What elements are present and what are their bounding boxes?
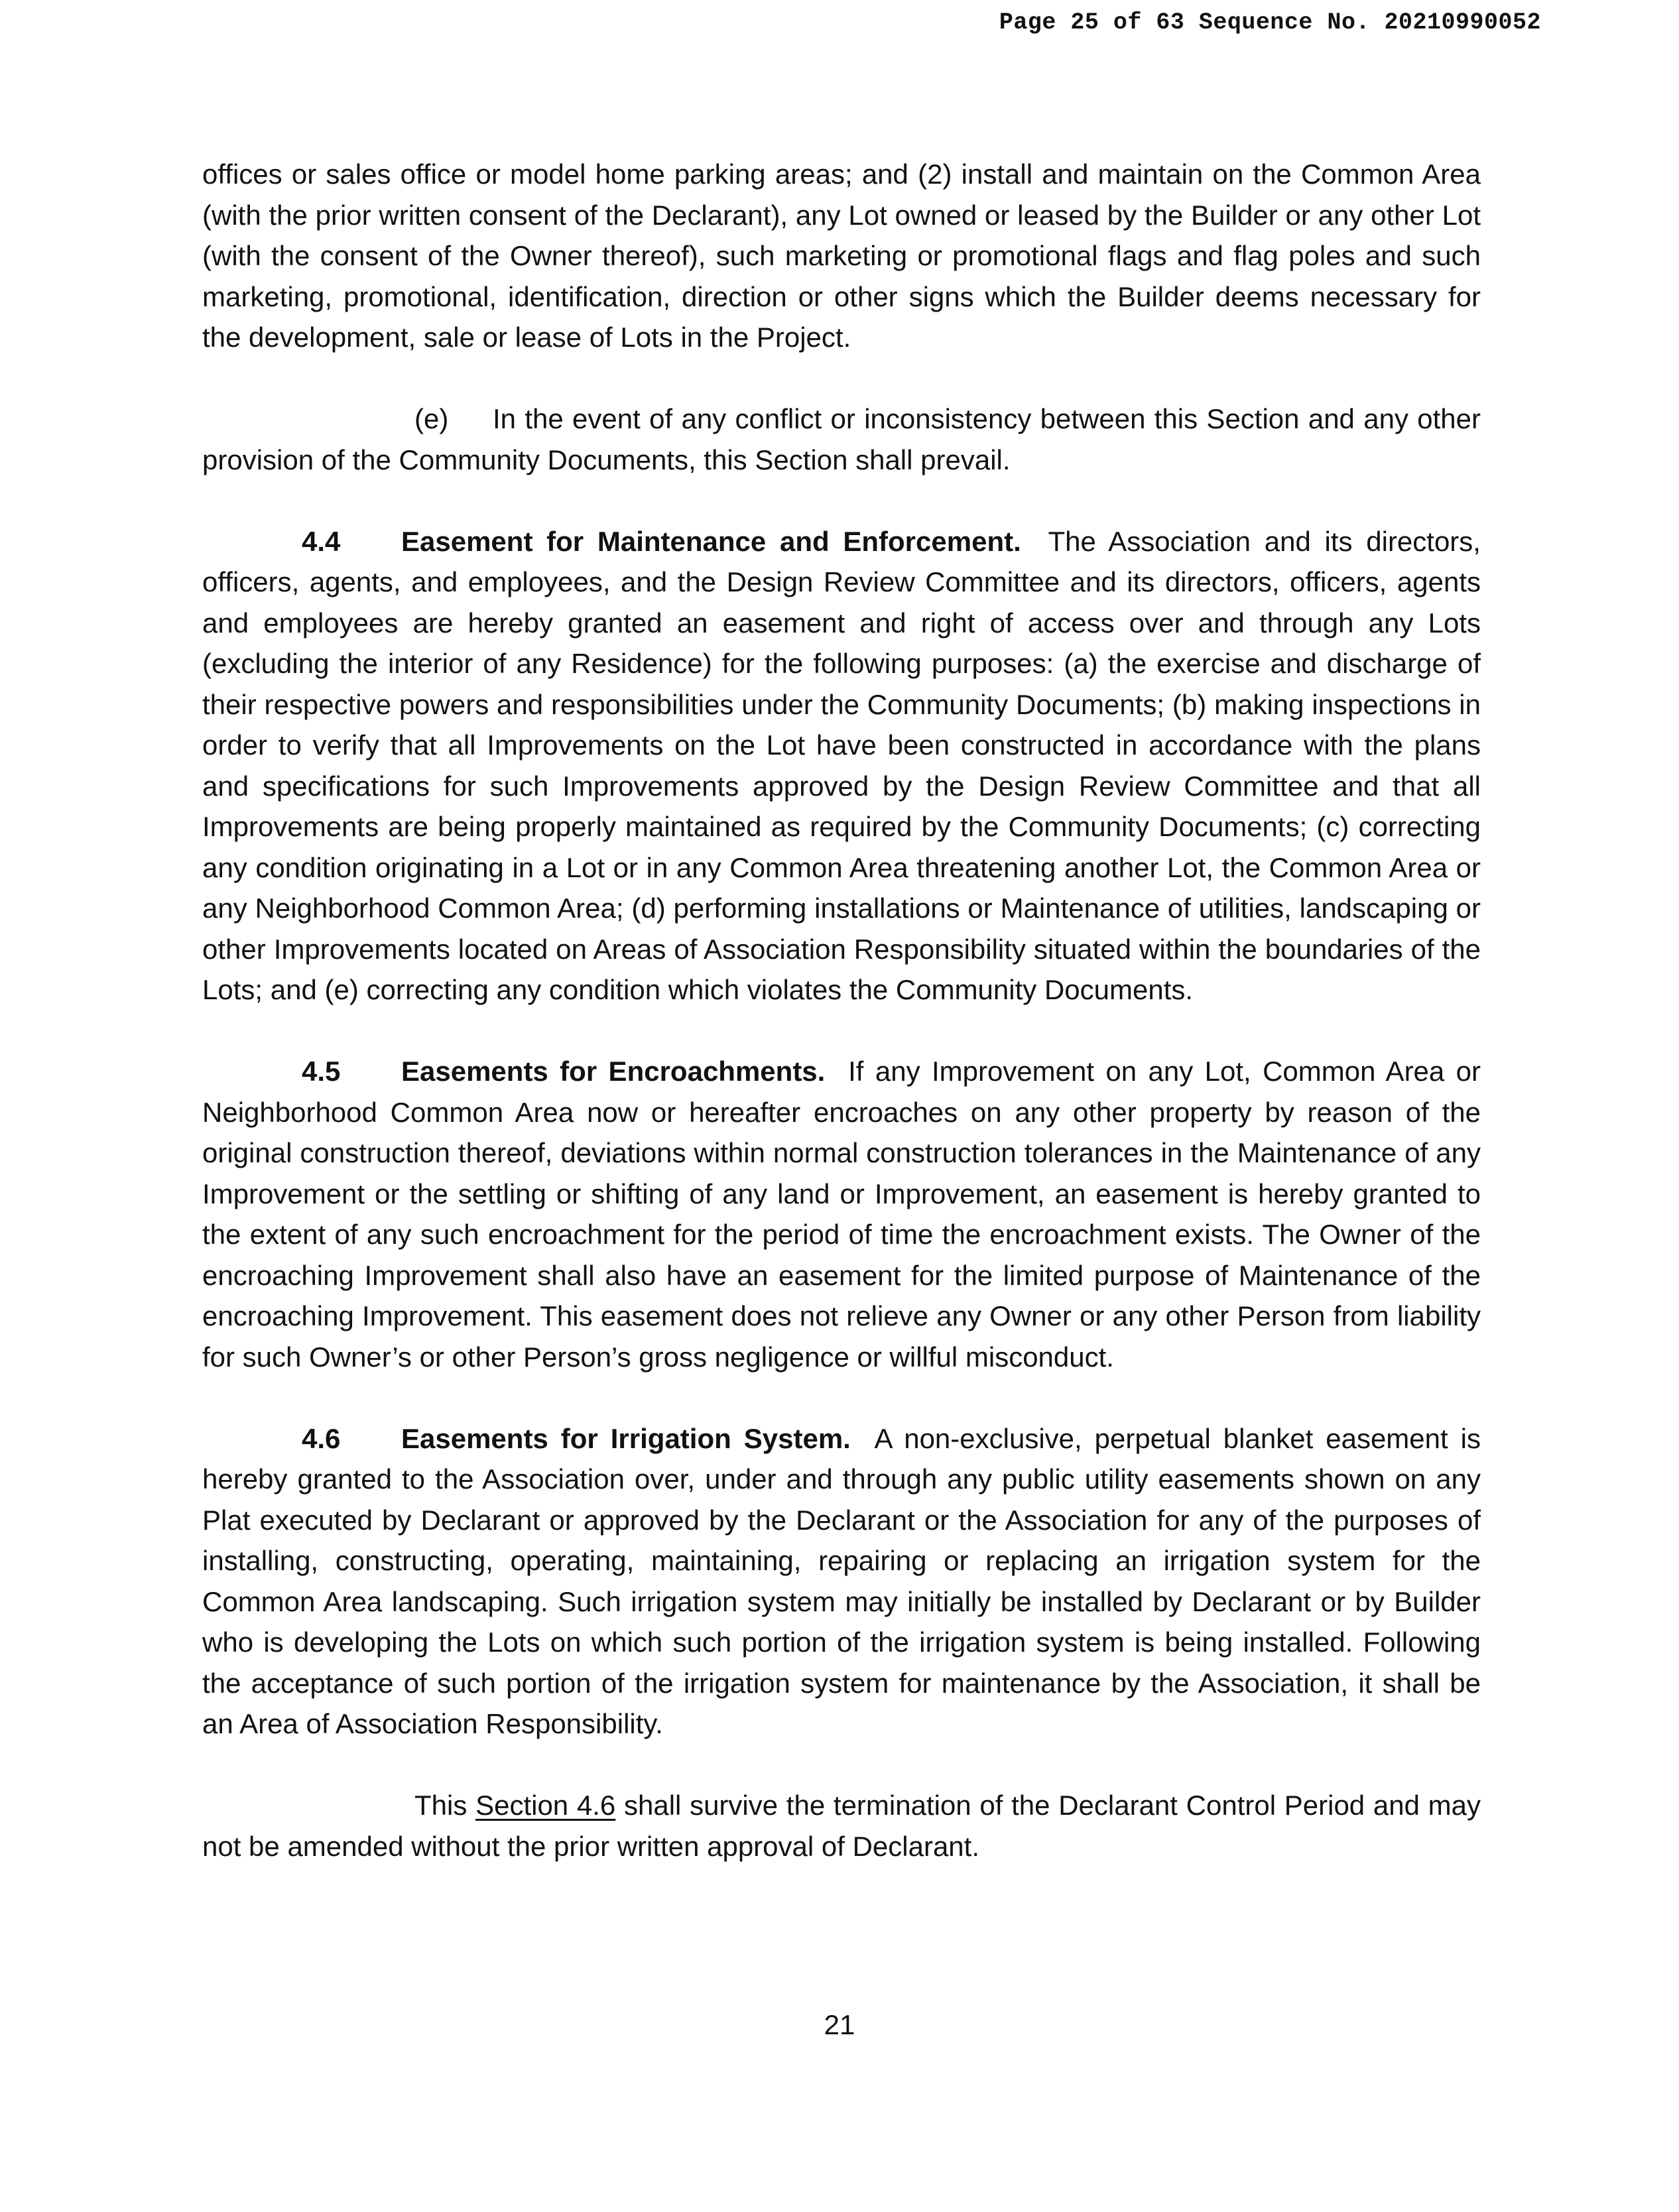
clause-text: shall survive the termination of the Declarant Control Period and may not be amended without the prior written approval of Declarant.	[202, 1790, 1481, 1862]
page-number: 21	[824, 2009, 855, 2040]
survival-clause	[202, 1785, 1481, 1867]
section-heading: Easement for Maintenance and Enforcement.	[401, 525, 1021, 557]
section-4-5	[202, 1051, 1481, 1377]
clause-prefix: This	[414, 1790, 467, 1821]
section-4-4	[202, 521, 1481, 1011]
paragraph-text: offices or sales office or model home parking areas; and (2) install and maintain on the Common Area (with the prior written consent of the Declarant), any Lot owned or leased by the Builder or any other Lot (with the consent of the Owner thereof), such marketing or promotional flags and flag poles and such marketing, promotional, identification, direction or other signs which the Builder deems necessary for the development, sale or lease of Lots in the Project.	[202, 158, 1481, 353]
section-4-6	[202, 1418, 1481, 1745]
paragraph-continuation	[202, 154, 1481, 358]
section-heading: Easements for Encroachments.	[401, 1056, 826, 1087]
document-body	[202, 154, 1481, 1908]
recording-page-stamp: Page 25 of 63 Sequence No. 20210990052	[999, 9, 1541, 36]
subsection-text: In the event of any conflict or inconsistency between this Section and any other provision of the Community Documents, this Section shall prevail.	[202, 403, 1481, 475]
section-number: 4.6	[302, 1422, 341, 1454]
section-number: 4.5	[302, 1056, 341, 1087]
section-heading: Easements for Irrigation System.	[401, 1422, 851, 1454]
section-number: 4.4	[302, 525, 341, 557]
section-text: If any Improvement on any Lot, Common Area or Neighborhood Common Area now or hereafter encroaches on any other property by reason of the original construction thereof, deviations within normal construction tolerances in the Maintenance of any Improvement or the settling or shifting of any land or Improvement, an easement is hereby granted to the extent of any such encroachment for the period of time the encroachment exists. The Owner of the encroaching Improvement shall also have an easement for the limited purpose of Maintenance of the encroaching Improvement. This easement does not relieve any Owner or any other Person from liability for such Owner’s or other Person’s gross negligence or willful misconduct.	[202, 1056, 1481, 1373]
section-text: The Association and its directors, officers, agents, and employees, and the Design Review Committee and its directors, officers, agents and employees are hereby granted an easement and right of access over and through any Lots (excluding the interior of any Residence) for the following purposes: (a) the exercise and discharge of their respective powers and responsibilities under the Community Documents; (b) making inspections in order to verify that all Improvements on the Lot have been constructed in accordance with the plans and specifications for such Improvements approved by the Design Review Committee and that all Improvements are being properly maintained as required by the Community Documents; (c) correcting any condition originating in a Lot or in any Common Area threatening another Lot, the Common Area or any Neighborhood Common Area; (d) performing installations or Maintenance of utilities, landscaping or other Improvements located on Areas of Association Responsibility situated within the boundaries of the Lots; and (e) correcting any condition which violates the Community Documents.	[202, 525, 1481, 1005]
subsection-e	[202, 399, 1481, 480]
subsection-label: (e)	[414, 403, 449, 434]
section-cross-reference: Section 4.6	[475, 1790, 616, 1821]
section-text: A non-exclusive, perpetual blanket easement is hereby granted to the Association over, under and through any public utility easements shown on any Plat executed by Declarant or approved by the Declarant or the Association for any of the purposes of installing, constructing, operating, maintaining, repairing or replacing an irrigation system for the Common Area landscaping. Such irrigation system may initially be installed by Declarant or by Builder who is developing the Lots on which such portion of the irrigation system is being installed. Following the acceptance of such portion of the irrigation system for maintenance by the Association, it shall be an Area of Association Responsibility.	[202, 1422, 1481, 1739]
